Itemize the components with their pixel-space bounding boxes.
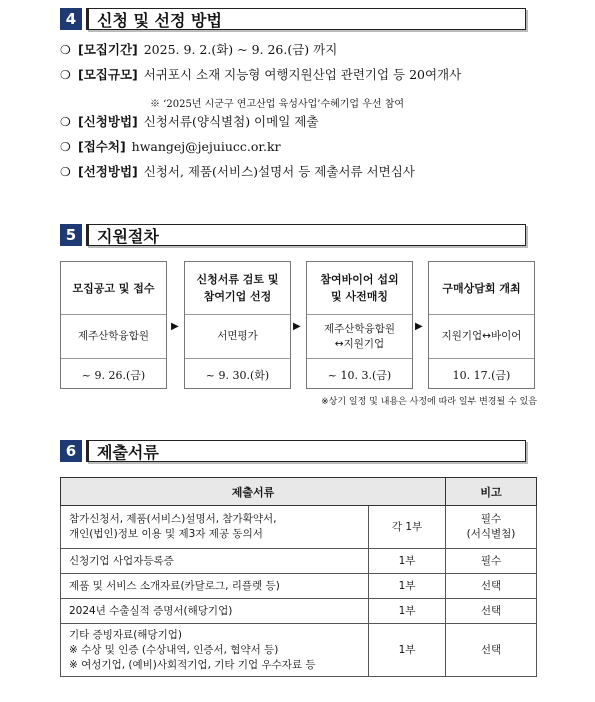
table-row — [61, 549, 537, 574]
remark-cell: 선택 — [446, 599, 537, 624]
column-header: 비고 — [446, 478, 537, 506]
table-row — [61, 506, 537, 549]
item-text: 2025. 9. 2.(화) ~ 9. 26.(금) 까지 — [143, 42, 338, 57]
step-owner: 지원기업↔바이어 — [429, 315, 534, 359]
qty-cell: 1부 — [369, 624, 446, 677]
qty-cell: 1부 — [369, 549, 446, 574]
priority-note: ※ ‘2025년 시군구 연고산업 육성사업’수혜기업 우선 참여 — [150, 99, 405, 110]
list-item — [60, 162, 580, 187]
doc-cell: 기타 증빙자료(해당기업) ※ 수상 및 인증 (수상내역, 인증서, 협약서 등) ※ 여성기업, (예비)사회적기업, 기타 기업 우수자료 등 — [61, 624, 369, 677]
flow-step — [184, 261, 291, 389]
doc-cell: 참가신청서, 제품(서비스)설명서, 참가확약서, 개인(법인)정보 이용 및 제3자 제공 동의서 — [61, 506, 369, 549]
section-5-header — [60, 224, 526, 246]
section-number: 5 — [60, 224, 82, 246]
arrow-right-icon: ▶ — [415, 321, 423, 332]
bullet-circle-icon: ❍ — [60, 115, 71, 129]
step-date: 10. 17.(금) — [452, 368, 511, 382]
table-header-row — [61, 478, 537, 506]
section-number: 4 — [60, 8, 82, 30]
item-label: [모집기간] — [78, 42, 138, 57]
step-date: ~ 9. 26.(금) — [81, 368, 146, 382]
doc-cell: 신청기업 사업자등록증 — [61, 549, 369, 574]
qty-cell: 각 1부 — [369, 506, 446, 549]
column-header: 제출서류 — [61, 478, 446, 506]
bullet-circle-icon: ❍ — [60, 43, 71, 57]
arrow-right-icon: ▶ — [293, 321, 301, 332]
step-owner: 제주산학융합원 ↔지원기업 — [307, 315, 412, 359]
remark-cell: 필수 — [446, 549, 537, 574]
bullet-circle-icon: ❍ — [60, 140, 71, 154]
remark-cell: 선택 — [446, 574, 537, 599]
remark-cell: 선택 — [446, 624, 537, 677]
step-owner: 서면평가 — [185, 315, 290, 359]
item-text: 신청서류(양식별첨) 이메일 제출 — [143, 114, 319, 129]
section-6-header — [60, 440, 526, 462]
step-owner: 제주산학융합원 — [61, 315, 166, 359]
flow-step — [428, 261, 535, 389]
table-row — [61, 574, 537, 599]
doc-cell: 2024년 수출실적 증명서(해당기업) — [61, 599, 369, 624]
bullet-circle-icon: ❍ — [60, 68, 71, 82]
item-label: [선정방법] — [78, 164, 138, 179]
table-row — [61, 599, 537, 624]
step-date: ~ 9. 30.(화) — [205, 368, 270, 382]
section-title: 신청 및 선정 방법 — [86, 8, 526, 30]
section-title: 제출서류 — [86, 440, 526, 462]
application-method-list — [60, 40, 580, 187]
remark-cell: 필수 (서식별첨) — [446, 506, 537, 549]
step-title: 모집공고 및 접수 — [61, 262, 166, 315]
step-title: 구매상담회 개최 — [429, 262, 534, 315]
qty-cell: 1부 — [369, 599, 446, 624]
section-title: 지원절차 — [86, 224, 526, 246]
item-label: [신청방법] — [78, 114, 138, 129]
list-item — [60, 137, 580, 162]
flow-step — [60, 261, 167, 389]
list-item — [60, 112, 580, 137]
list-item — [60, 65, 580, 90]
section-4-header — [60, 8, 526, 30]
bullet-circle-icon: ❍ — [60, 165, 71, 179]
item-text: 서귀포시 소재 지능형 여행지원산업 관련기업 등 20여개사 — [143, 67, 462, 82]
table-row — [61, 624, 537, 677]
doc-cell: 제품 및 서비스 소개자료(카달로그, 리플렛 등) — [61, 574, 369, 599]
flow-step — [306, 261, 413, 389]
procedure-flow — [60, 261, 540, 391]
arrow-right-icon: ▶ — [171, 321, 179, 332]
item-label: [모집규모] — [78, 67, 138, 82]
section-number: 6 — [60, 440, 82, 462]
documents-table — [60, 477, 537, 677]
step-title: 신청서류 검토 및 참여기업 선정 — [185, 262, 290, 315]
step-title: 참여바이어 섭외 및 사전매칭 — [307, 262, 412, 315]
step-date: ~ 10. 3.(금) — [327, 368, 392, 382]
item-label: [접수처] — [78, 139, 126, 154]
schedule-change-note: ※상기 일정 및 내용은 사정에 따라 일부 변경될 수 있음 — [321, 397, 537, 407]
list-item — [60, 40, 580, 65]
email-address: hwangej@jejuiucc.or.kr — [131, 139, 281, 154]
qty-cell: 1부 — [369, 574, 446, 599]
item-text: 신청서, 제품(서비스)설명서 등 제출서류 서면심사 — [143, 164, 415, 179]
